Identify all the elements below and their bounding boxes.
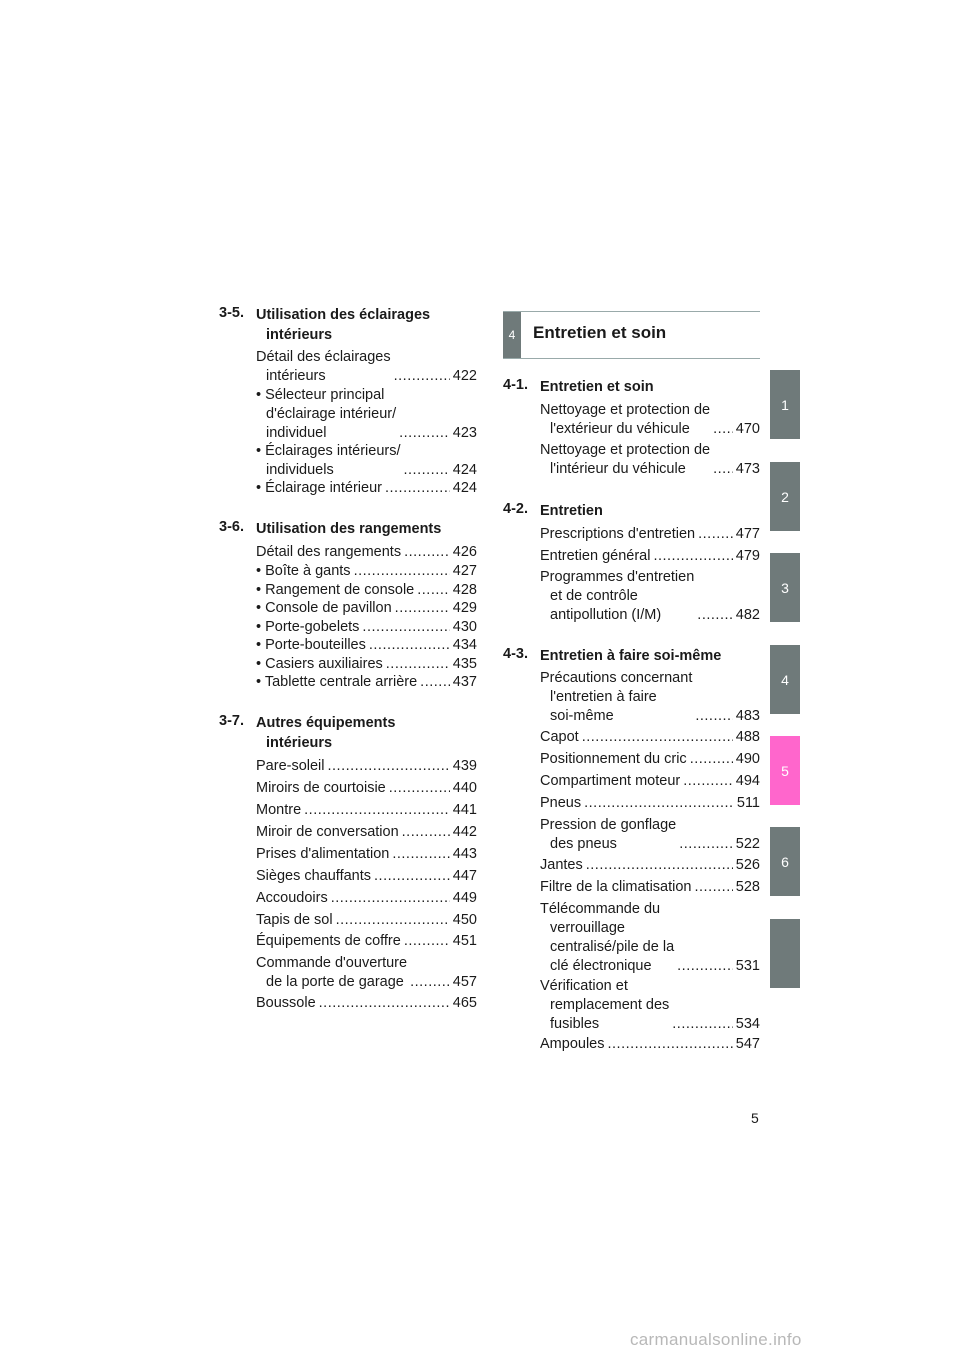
page-ref: 531	[735, 958, 760, 974]
toc-entry[interactable]	[540, 750, 760, 769]
entry-text: • Porte-bouteilles	[256, 637, 366, 653]
leader-dots	[404, 932, 450, 951]
page-ref: 422	[452, 368, 477, 384]
chapter-title[interactable]: Entretien et soin	[533, 323, 667, 342]
entry-text: Équipements de coffre	[256, 933, 401, 949]
page-ref: 435	[452, 656, 477, 672]
page-ref: 440	[452, 780, 477, 796]
toc-entry[interactable]	[256, 801, 477, 820]
section-number: 3-5.	[219, 305, 244, 321]
watermark: carmanualsonline.info	[630, 1330, 802, 1349]
section-title[interactable]: Entretien à faire soi-même	[540, 648, 722, 664]
leader-dots	[420, 673, 450, 692]
section-title[interactable]: Entretien	[540, 503, 603, 519]
leader-dots	[690, 750, 733, 769]
leader-dots	[404, 543, 450, 562]
page-ref: 479	[735, 548, 760, 564]
leader-dots	[653, 547, 732, 566]
entry-text: Nettoyage et protection de	[540, 402, 711, 418]
entry-text: Prises d'alimentation	[256, 846, 390, 862]
entry-text: Accoudoirs	[256, 890, 328, 906]
page-ref: 490	[735, 751, 760, 767]
page-ref: 427	[452, 563, 477, 579]
leader-dots	[713, 420, 733, 439]
entry-text: Montre	[256, 802, 302, 818]
entry-text: Commande d'ouverture	[256, 955, 408, 971]
entry-text: Nettoyage et protection de	[540, 442, 711, 458]
entry-text: • Porte-gobelets	[256, 619, 360, 635]
leader-dots	[328, 757, 450, 776]
entry-text: Ampoules	[540, 1036, 605, 1052]
entry-text: intérieurs	[266, 368, 326, 384]
toc-entry[interactable]	[256, 618, 477, 637]
entry-text: • Rangement de console	[256, 582, 415, 598]
entry-text: clé électronique	[550, 958, 652, 974]
page-ref: 449	[452, 890, 477, 906]
leader-dots	[582, 728, 733, 747]
entry-text: remplacement des	[550, 997, 670, 1013]
toc-entry[interactable]	[256, 581, 477, 600]
section-4-3	[503, 646, 760, 666]
section-heading	[503, 377, 760, 397]
toc-entry[interactable]	[540, 401, 760, 439]
page-ref: 526	[735, 857, 760, 873]
toc-entry[interactable]	[540, 977, 760, 1034]
page-ref: 423	[452, 425, 477, 441]
toc-entry[interactable]	[540, 568, 760, 625]
page-ref: 450	[452, 912, 477, 928]
leader-dots	[683, 772, 733, 791]
leader-dots	[331, 889, 450, 908]
leader-dots	[386, 655, 450, 674]
page-ref: 465	[452, 995, 477, 1011]
toc-entry[interactable]	[540, 441, 760, 479]
entry-text: Sièges chauffants	[256, 868, 372, 884]
entry-text: Pare-soleil	[256, 758, 325, 774]
leader-dots	[586, 856, 733, 875]
entry-text: Jantes	[540, 857, 583, 873]
toc-entry[interactable]	[256, 932, 477, 951]
entry-text: • Boîte à gants	[256, 563, 351, 579]
entry-text: soi-même	[550, 708, 614, 724]
toc-entry[interactable]	[540, 900, 760, 976]
section-3-6	[219, 519, 477, 539]
toc-entry[interactable]	[256, 954, 477, 992]
section-number: 4-1.	[503, 377, 528, 393]
toc-entry[interactable]	[540, 1035, 760, 1054]
toc-entry[interactable]	[256, 845, 477, 864]
page-ref: 442	[452, 824, 477, 840]
entry-text: Capot	[540, 729, 579, 745]
page-ref: 437	[452, 674, 477, 690]
leader-dots	[672, 1015, 733, 1034]
toc-entry[interactable]	[540, 772, 760, 791]
entry-text: • Sélecteur principal	[256, 387, 385, 403]
section-heading	[219, 713, 477, 753]
leader-dots	[392, 845, 449, 864]
section-title[interactable]: Entretien et soin	[540, 379, 654, 395]
entry-text: l'extérieur du véhicule	[550, 421, 690, 437]
page-ref: 477	[735, 526, 760, 542]
leader-dots	[369, 636, 450, 655]
page-ref: 430	[452, 619, 477, 635]
leader-dots	[695, 707, 732, 726]
page-ref: 528	[735, 879, 760, 895]
entry-text: antipollution (I/M)	[550, 607, 662, 623]
leader-dots	[607, 1035, 732, 1054]
page-ref: 424	[452, 462, 477, 478]
entry-text: Télécommande du	[540, 901, 661, 917]
toc-entry[interactable]	[256, 562, 477, 581]
entry-text: Positionnement du cric	[540, 751, 687, 767]
page-ref: 547	[735, 1036, 760, 1052]
page-ref: 451	[452, 933, 477, 949]
chapter-tab-5[interactable]: 5	[770, 736, 800, 805]
leader-dots	[698, 525, 733, 544]
toc-entry[interactable]	[540, 816, 760, 854]
page-ref: 483	[735, 708, 760, 724]
page-ref: 482	[735, 607, 760, 623]
toc-entry[interactable]	[256, 757, 477, 776]
section-number: 3-6.	[219, 519, 244, 535]
leader-dots	[354, 562, 450, 581]
entry-text: Prescriptions d'entretien	[540, 526, 696, 542]
leader-dots	[697, 606, 733, 625]
page-ref: 522	[735, 836, 760, 852]
toc-entry[interactable]	[540, 794, 760, 813]
entry-text: Détail des éclairages	[256, 349, 391, 365]
page-ref: 439	[452, 758, 477, 774]
page-ref: 470	[735, 421, 760, 437]
leader-dots	[584, 794, 734, 813]
toc-entry[interactable]	[256, 599, 477, 618]
toc-entry[interactable]	[540, 547, 760, 566]
entry-text: Compartiment moteur	[540, 773, 681, 789]
entry-text: Filtre de la climatisation	[540, 879, 692, 895]
section-number: 4-2.	[503, 501, 528, 517]
chapter-tab-2[interactable]: 2	[770, 462, 800, 531]
leader-dots	[362, 618, 449, 637]
page-ref: 434	[452, 637, 477, 653]
entry-text: Vérification et	[540, 978, 628, 994]
page-ref: 441	[452, 802, 477, 818]
entry-text: • Tablette centrale arrière	[256, 674, 418, 690]
chapter-tab-3[interactable]: 3	[770, 553, 800, 622]
entry-text: individuel	[266, 425, 327, 441]
entry-text: Pneus	[540, 795, 582, 811]
entry-text: individuels	[266, 462, 334, 478]
toc-entry[interactable]	[256, 673, 477, 692]
toc-entry[interactable]	[540, 878, 760, 897]
section-4-1	[503, 377, 760, 397]
entry-text: Programmes d'entretien	[540, 569, 695, 585]
toc-entry[interactable]	[540, 525, 760, 544]
page-ref: 473	[735, 461, 760, 477]
page-ref: 428	[452, 582, 477, 598]
leader-dots	[404, 461, 450, 480]
leader-dots	[394, 367, 450, 386]
leader-dots	[417, 581, 450, 600]
section-4-2	[503, 501, 760, 521]
leader-dots	[336, 911, 450, 930]
section-title[interactable]: Autres équipements	[256, 715, 396, 731]
toc-entry[interactable]	[256, 442, 477, 480]
entry-text: verrouillage	[550, 920, 625, 936]
page-ref: 424	[452, 480, 477, 496]
leader-dots	[399, 424, 450, 443]
section-title-continued[interactable]: intérieurs	[266, 735, 333, 751]
toc-entry[interactable]	[256, 823, 477, 842]
entry-text: l'entretien à faire	[550, 689, 657, 705]
entry-text: • Éclairages intérieurs/	[256, 443, 401, 459]
toc-entry[interactable]	[256, 386, 477, 443]
section-title-continued[interactable]: intérieurs	[266, 327, 333, 343]
section-3-7	[219, 713, 477, 753]
toc-entry[interactable]	[256, 543, 477, 562]
section-title[interactable]: Utilisation des rangements	[256, 521, 442, 537]
section-number: 4-3.	[503, 646, 528, 662]
leader-dots	[713, 460, 733, 479]
chapter-header	[503, 311, 760, 359]
entry-text: Miroirs de courtoisie	[256, 780, 386, 796]
entry-text: d'éclairage intérieur/	[266, 406, 397, 422]
leader-dots	[695, 878, 733, 897]
leader-dots	[319, 994, 450, 1013]
entry-text: Miroir de conversation	[256, 824, 399, 840]
toc-entry[interactable]	[256, 994, 477, 1013]
entry-text: • Casiers auxiliaires	[256, 656, 383, 672]
entry-text: centralisé/pile de la	[550, 939, 675, 955]
section-heading	[503, 646, 760, 666]
page-ref: 488	[735, 729, 760, 745]
leader-dots	[410, 973, 450, 992]
toc-entry[interactable]	[256, 348, 477, 386]
chapter-tab-1[interactable]: 1	[770, 370, 800, 439]
entry-text: • Console de pavillon	[256, 600, 392, 616]
leader-dots	[374, 867, 450, 886]
entry-text: Tapis de sol	[256, 912, 333, 928]
chapter-tab-6[interactable]: 6	[770, 827, 800, 896]
section-heading	[503, 501, 760, 521]
leader-dots	[304, 801, 450, 820]
page-number: 5	[751, 1110, 759, 1126]
page-ref: 429	[452, 600, 477, 616]
entry-text: Pression de gonflage	[540, 817, 677, 833]
toc-entry[interactable]	[540, 669, 760, 726]
entry-text: Détail des rangements	[256, 544, 402, 560]
toc-entry[interactable]	[540, 728, 760, 747]
page-ref: 443	[452, 846, 477, 862]
toc-entry[interactable]	[256, 911, 477, 930]
leader-dots	[679, 835, 733, 854]
entry-text: fusibles	[550, 1016, 600, 1032]
page-ref: 511	[736, 795, 760, 811]
chapter-tab-4[interactable]: 4	[770, 645, 800, 714]
entry-text: des pneus	[550, 836, 617, 852]
page-ref: 534	[735, 1016, 760, 1032]
entry-text: l'intérieur du véhicule	[550, 461, 686, 477]
toc-entry[interactable]	[256, 655, 477, 674]
section-3-5	[219, 305, 477, 345]
leader-dots	[385, 479, 450, 498]
chapter-number: 4	[503, 312, 521, 358]
section-title[interactable]: Utilisation des éclairages	[256, 307, 431, 323]
section-number: 3-7.	[219, 713, 244, 729]
entry-text: et de contrôle	[550, 588, 638, 604]
toc-entry[interactable]	[256, 779, 477, 798]
page-ref: 494	[735, 773, 760, 789]
section-heading	[219, 519, 477, 539]
leader-dots	[395, 599, 450, 618]
section-heading	[219, 305, 477, 345]
entry-text: Précautions concernant	[540, 670, 693, 686]
entry-text: Boussole	[256, 995, 316, 1011]
toc-entry[interactable]	[256, 636, 477, 655]
toc-entry[interactable]	[256, 479, 477, 498]
toc-entry[interactable]	[256, 889, 477, 908]
toc-entry[interactable]	[540, 856, 760, 875]
toc-entry[interactable]	[256, 867, 477, 886]
page-ref: 447	[452, 868, 477, 884]
leader-dots	[677, 957, 733, 976]
entry-text: • Éclairage intérieur	[256, 480, 382, 496]
entry-text: Entretien général	[540, 548, 651, 564]
page-ref: 457	[452, 974, 477, 990]
chapter-tab-7[interactable]	[770, 919, 800, 988]
entry-text: de la porte de garage	[266, 974, 404, 990]
leader-dots	[389, 779, 450, 798]
leader-dots	[402, 823, 450, 842]
page-ref: 426	[452, 544, 477, 560]
